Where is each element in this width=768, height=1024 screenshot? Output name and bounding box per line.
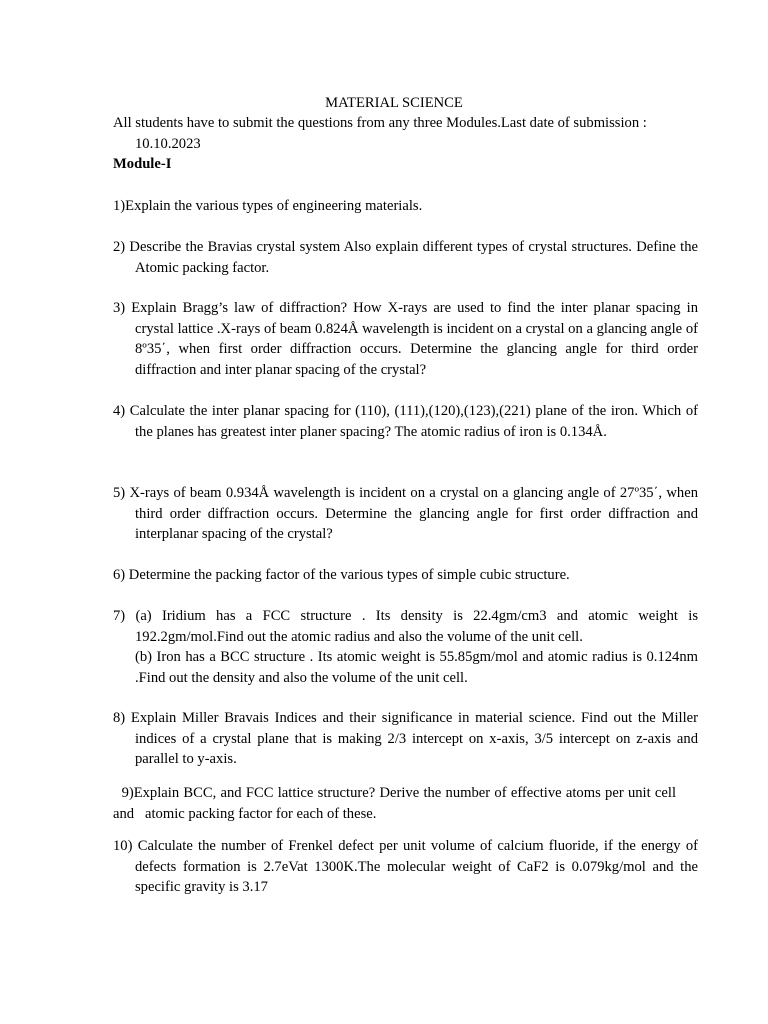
submission-notice: All students have to submit the questions from any three Modules.Last date of submission : [113, 115, 647, 131]
submission-date: 10.10.2023 [135, 136, 201, 152]
question-2: 2) Describe the Bravias crystal system Also explain different types of crystal structures. Define the Atomic packing factor. [113, 239, 698, 276]
question-4: 4) Calculate the inter planar spacing for (110), (111),(120),(123),(221) plane of the iron. Which of the planes has greatest inter planer spacing? The atomic radius of iron is 0.134Å. [113, 403, 698, 440]
question-10: 10) Calculate the number of Frenkel defect per unit volume of calcium fluoride, if the energy of defects formation is 2.7eVat 1300K.The molecular weight of CaF2 is 0.079kg/mol and the specific gravity is 3.17 [113, 838, 698, 896]
question-5: 5) X-rays of beam 0.934Å wavelength is incident on a crystal on a glancing angle of 27º35΄, when third order diffraction occurs. Determine the glancing angle for first order diffraction and interplanar spacing of the crystal? [113, 485, 731, 543]
question-9: 9)Explain BCC, and FCC lattice structure? Derive the number of effective atoms per unit cell and atomic packing factor for each of these. [113, 785, 680, 822]
question-1: 1)Explain the various types of engineering materials. [113, 198, 423, 214]
question-8: 8) Explain Miller Bravais Indices and their significance in material science. Find out the Miller indices of a crystal plane that is making 2/3 intercept on x-axis, 3/5 intercept on z-axis and parallel to y-axis. [113, 710, 698, 768]
question-7a: 7) (a) Iridium has a FCC structure . Its density is 22.4gm/cm3 and atomic weight is 192.2gm/mol.Find out the atomic radius and also the volume of the unit cell. [113, 608, 698, 645]
question-6: 6) Determine the packing factor of the various types of simple cubic structure. [113, 567, 570, 583]
module-heading: Module-I [113, 156, 172, 172]
question-7b: (b) Iron has a BCC structure . Its atomic weight is 55.85gm/mol and atomic radius is 0.124nm .Find out the density and also the volume of the unit cell. [135, 649, 698, 686]
question-3: 3) Explain Bragg’s law of diffraction? How X-rays are used to find the inter planar spacing in crystal lattice .X-rays of beam 0.824Å wavelength is incident on a crystal on a glancing angle of 8º35΄, when first order diffraction occurs. Determine the glancing angle for third order diffraction and inter planar spacing of the crystal? [113, 300, 698, 378]
document-title: MATERIAL SCIENCE [325, 95, 463, 111]
